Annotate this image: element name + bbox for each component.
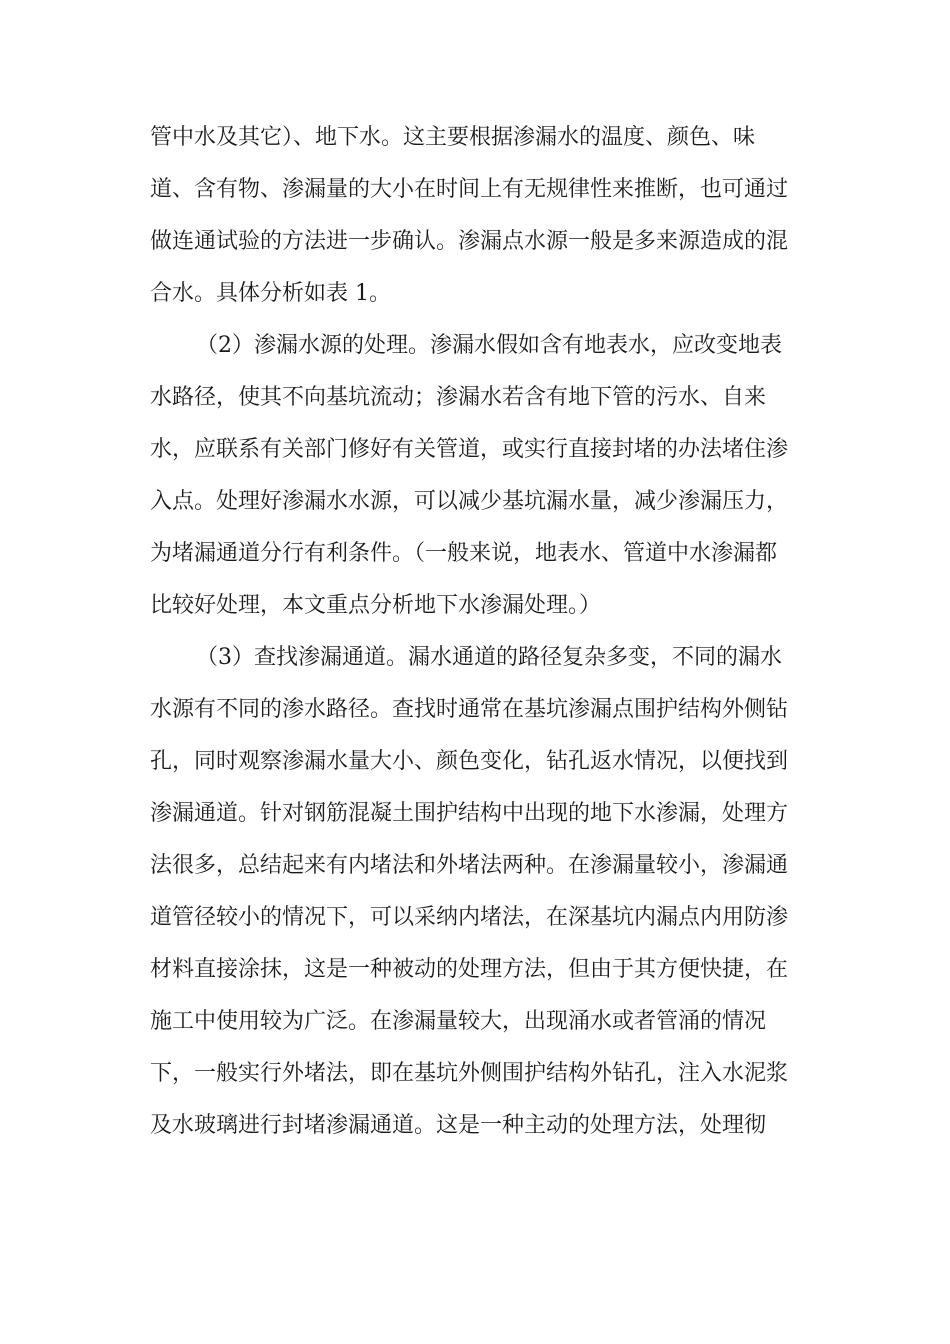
paragraph-2-line-4: 入点。处理好渗漏水水源，可以减少基坑漏水量，减少渗漏压力， (150, 489, 789, 514)
paragraph-2-line-6: 比较好处理，本文重点分析地下水渗漏处理。） (150, 593, 602, 618)
paragraph-3-line-5: 法很多，总结起来有内堵法和外堵法两种。在渗漏量较小，渗漏通 (150, 853, 789, 878)
paragraph-2-line-2: 水路径，使其不向基坑流动；渗漏水若含有地下管的污水、自来 (150, 385, 767, 410)
paragraph-2-line-1: （2）渗漏水源的处理。渗漏水假如含有地表水，应改变地表 (196, 333, 782, 358)
paragraph-3-line-3: 孔，同时观察渗漏水量大小、颜色变化，钻孔返水情况，以便找到 (150, 749, 789, 774)
paragraph-3-line-2: 水源有不同的渗水路径。查找时通常在基坑渗漏点围护结构外侧钻 (150, 697, 789, 722)
paragraph-3-line-6: 道管径较小的情况下，可以采纳内堵法，在深基坑内漏点内用防渗 (150, 905, 789, 930)
paragraph-2-line-5: 为堵漏通道分行有利条件。（一般来说，地表水、管道中水渗漏都 (150, 541, 778, 566)
paragraph-1-line-3: 做连通试验的方法进一步确认。渗漏点水源一般是多来源造成的混 (150, 229, 789, 254)
paragraph-3-line-4: 渗漏通道。针对钢筋混凝土围护结构中出现的地下水渗漏，处理方 (150, 801, 789, 826)
paragraph-1-line-2: 道、含有物、渗漏量的大小在时间上有无规律性来推断，也可通过 (150, 177, 789, 202)
paragraph-3-line-8: 施工中使用较为广泛。在渗漏量较大，出现涌水或者管涌的情况 (150, 1009, 767, 1034)
paragraph-3-line-7: 材料直接涂抹，这是一种被动的处理方法，但由于其方便快捷，在 (150, 957, 789, 982)
paragraph-2-line-3: 水，应联系有关部门修好有关管道，或实行直接封堵的办法堵住渗 (150, 437, 789, 462)
paragraph-1-line-1: 管中水及其它）、地下水。这主要根据渗漏水的温度、颜色、味 (150, 125, 756, 150)
paragraph-3-line-9: 下，一般实行外堵法，即在基坑外侧围护结构外钻孔，注入水泥浆 (150, 1061, 789, 1086)
paragraph-3-line-1: （3）查找渗漏通道。漏水通道的路径复杂多变，不同的漏水 (196, 645, 782, 670)
paragraph-3-line-10: 及水玻璃进行封堵渗漏通道。这是一种主动的处理方法，处理彻 (150, 1113, 767, 1138)
paragraph-1-line-4: 合水。具体分析如表 1。 (150, 281, 391, 306)
